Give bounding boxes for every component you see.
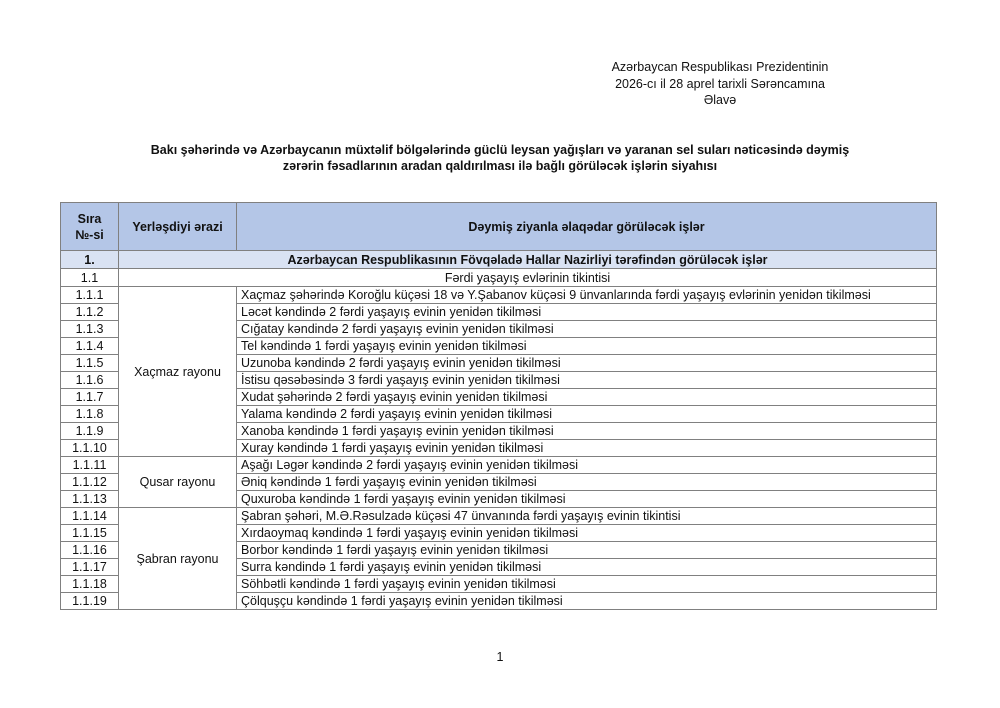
- annex-line-3: Əlavə: [703, 93, 737, 107]
- row-work-description: Çölquşçu kəndində 1 fərdi yaşayış evinin yenidən tikilməsi: [237, 593, 937, 610]
- row-number: 1.1.8: [61, 406, 119, 423]
- section-number: 1.: [61, 251, 119, 269]
- row-number: 1.1.9: [61, 423, 119, 440]
- row-number: 1.1.2: [61, 304, 119, 321]
- row-work-description: Uzunoba kəndində 2 fərdi yaşayış evinin yenidən tikilməsi: [237, 355, 937, 372]
- row-number: 1.1.7: [61, 389, 119, 406]
- row-number: 1.1.11: [61, 457, 119, 474]
- table-row: [61, 508, 937, 525]
- row-work-description: Xanoba kəndində 1 fərdi yaşayış evinin yenidən tikilməsi: [237, 423, 937, 440]
- row-number: 1.1.18: [61, 576, 119, 593]
- row-number: 1.1.4: [61, 338, 119, 355]
- row-number: 1.1.1: [61, 287, 119, 304]
- row-work-description: Surra kəndində 1 fərdi yaşayış evinin yenidən tikilməsi: [237, 559, 937, 576]
- row-work-description: Borbor kəndində 1 fərdi yaşayış evinin yenidən tikilməsi: [237, 542, 937, 559]
- row-work-description: Şabran şəhəri, M.Ə.Rəsulzadə küçəsi 47 ünvanında fərdi yaşayış evinin tikintisi: [237, 508, 937, 525]
- subsection-number: 1.1: [61, 269, 119, 287]
- row-number: 1.1.13: [61, 491, 119, 508]
- row-work-description: Tel kəndində 1 fərdi yaşayış evinin yenidən tikilməsi: [237, 338, 937, 355]
- row-number: 1.1.16: [61, 542, 119, 559]
- header-works: Dəymiş ziyanla əlaqədar görüləcək işlər: [237, 203, 937, 251]
- row-number: 1.1.19: [61, 593, 119, 610]
- document-title: [80, 142, 920, 174]
- subsection-label: Fərdi yaşayış evlərinin tikintisi: [119, 269, 937, 287]
- row-work-description: Söhbətli kəndində 1 fərdi yaşayış evinin yenidən tikilməsi: [237, 576, 937, 593]
- row-work-description: Xuray kəndində 1 fərdi yaşayış evinin yenidən tikilməsi: [237, 440, 937, 457]
- annex-line-2: 2026-cı il 28 aprel tarixli Sərəncamına: [615, 76, 825, 91]
- header-number: [61, 203, 119, 251]
- title-line-1: Bakı şəhərində və Azərbaycanın müxtəlif bölgələrində güclü leysan yağışları və yaranan sel suları nəticəsində dəymiş: [150, 143, 850, 157]
- header-number-line-1: Sıra: [77, 211, 102, 226]
- row-work-description: Cığatay kəndində 2 fərdi yaşayış evinin yenidən tikilməsi: [237, 321, 937, 338]
- row-number: 1.1.10: [61, 440, 119, 457]
- section-label: Azərbaycan Respublikasının Fövqəladə Hallar Nazirliyi tərəfindən görüləcək işlər: [119, 251, 937, 269]
- region-cell: Şabran rayonu: [119, 508, 237, 610]
- header-region: Yerləşdiyi ərazi: [119, 203, 237, 251]
- works-table: [60, 202, 937, 610]
- row-work-description: Xaçmaz şəhərində Koroğlu küçəsi 18 və Y.Şabanov küçəsi 9 ünvanlarında fərdi yaşayış evlərinin yenidən tikilməsi: [237, 287, 937, 304]
- row-number: 1.1.6: [61, 372, 119, 389]
- subsection-row: [61, 269, 937, 287]
- row-number: 1.1.5: [61, 355, 119, 372]
- title-line-2: zərərin fəsadlarının aradan qaldırılması ilə bağlı görüləcək işlərin siyahısı: [282, 159, 718, 173]
- region-cell: Xaçmaz rayonu: [119, 287, 237, 457]
- row-work-description: Ləcət kəndində 2 fərdi yaşayış evinin yenidən tikilməsi: [237, 304, 937, 321]
- region-cell: Qusar rayonu: [119, 457, 237, 508]
- header-number-line-2: №-si: [75, 227, 104, 242]
- row-number: 1.1.3: [61, 321, 119, 338]
- row-work-description: Quxuroba kəndində 1 fərdi yaşayış evinin yenidən tikilməsi: [237, 491, 937, 508]
- annex-header: [585, 59, 855, 109]
- row-work-description: Əniq kəndində 1 fərdi yaşayış evinin yenidən tikilməsi: [237, 474, 937, 491]
- row-work-description: Xudat şəhərində 2 fərdi yaşayış evinin yenidən tikilməsi: [237, 389, 937, 406]
- row-number: 1.1.14: [61, 508, 119, 525]
- row-number: 1.1.15: [61, 525, 119, 542]
- row-work-description: Aşağı Ləgər kəndində 2 fərdi yaşayış evinin yenidən tikilməsi: [237, 457, 937, 474]
- table-header-row: [61, 203, 937, 251]
- section-row: [61, 251, 937, 269]
- row-work-description: İstisu qəsəbəsində 3 fərdi yaşayış evinin yenidən tikilməsi: [237, 372, 937, 389]
- annex-line-1: Azərbaycan Respublikası Prezidentinin: [611, 60, 829, 74]
- table-row: [61, 287, 937, 304]
- row-work-description: Xırdaoymaq kəndində 1 fərdi yaşayış evinin yenidən tikilməsi: [237, 525, 937, 542]
- table-row: [61, 457, 937, 474]
- row-work-description: Yalama kəndində 2 fərdi yaşayış evinin yenidən tikilməsi: [237, 406, 937, 423]
- row-number: 1.1.17: [61, 559, 119, 576]
- row-number: 1.1.12: [61, 474, 119, 491]
- page-number: 1: [496, 650, 504, 664]
